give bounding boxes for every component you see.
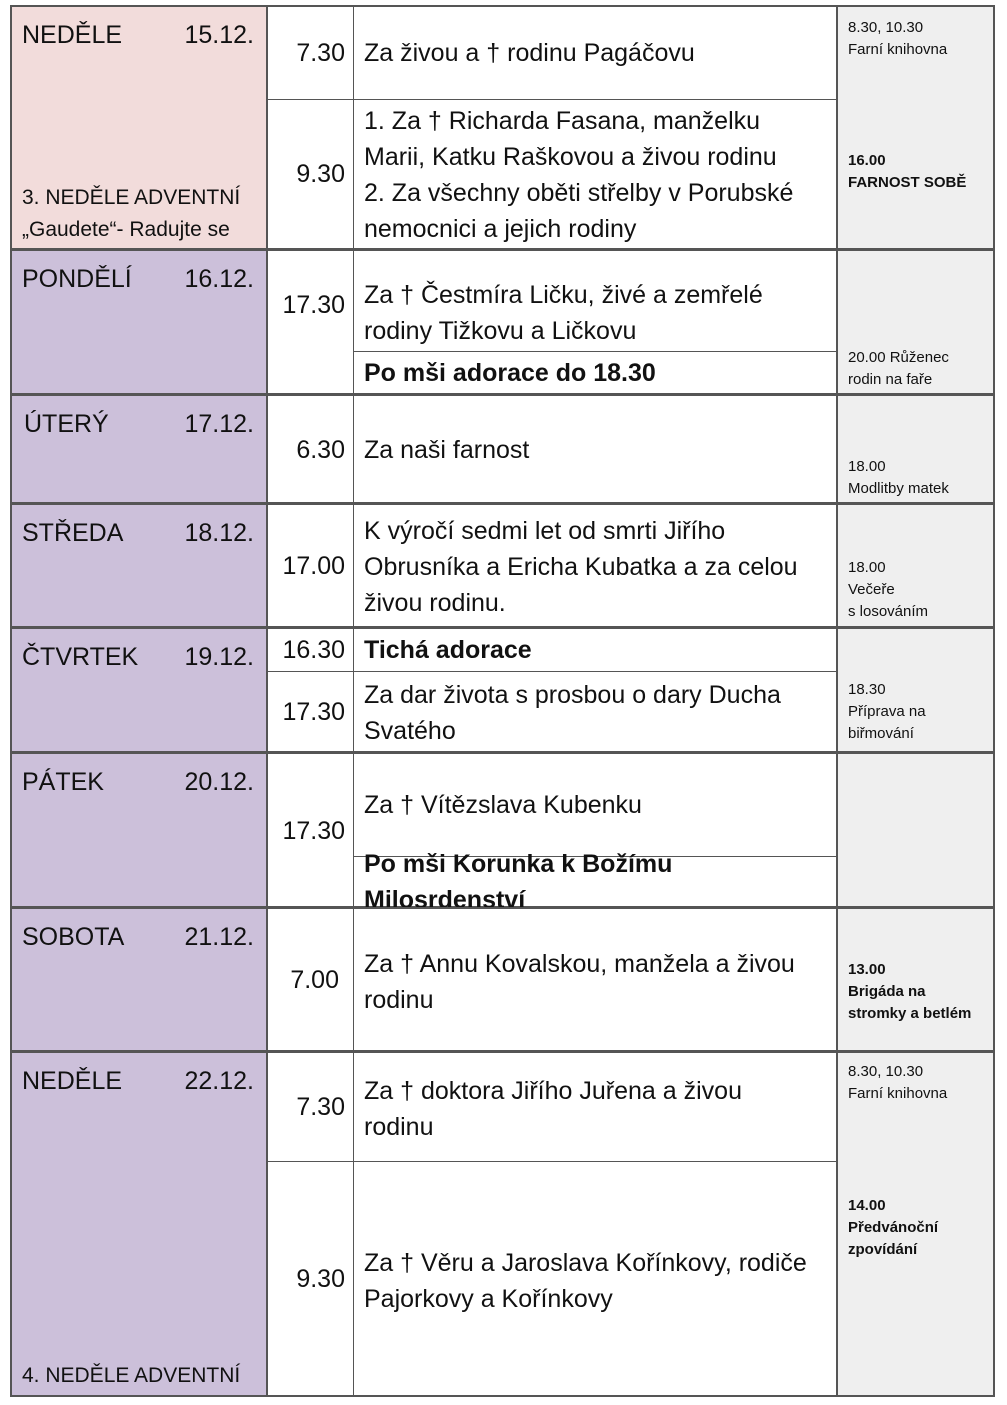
mass-time: 7.30 <box>268 7 354 99</box>
side-events: 8.30, 10.30 Farní knihovna 16.00 FARNOST SOBĚ <box>836 7 993 248</box>
mass-intention: Za † Čestmíra Ličku, živé a zemřelé rodiny Tižkovu a Ličkovu <box>364 281 763 345</box>
adoration-note: Po mši adorace do 18.30 <box>364 359 656 387</box>
side-events <box>836 754 993 906</box>
liturgical-subnote: „Gaudete“- Radujte se <box>22 218 230 241</box>
day-block-sunday-2212 <box>10 1051 995 1397</box>
side-events: 18.00 Modlitby matek <box>836 396 993 502</box>
day-cell <box>12 754 268 906</box>
mass-intention: Za † Věru a Jaroslava Kořínkovy, rodiče Pajorkovy a Kořínkovy <box>364 1249 807 1313</box>
mass-time: 16.30 <box>268 629 354 671</box>
day-name: SOBOTA <box>22 923 125 951</box>
side-events: 8.30, 10.30 Farní knihovna 14.00 Předvánoční zpovídání <box>836 1053 993 1395</box>
day-block-saturday <box>10 907 995 1052</box>
day-date: 22.12. <box>184 1067 254 1095</box>
day-block-tuesday <box>10 394 995 504</box>
mass-intention: Za † Annu Kovalskou, manžela a živou rodinu <box>364 950 795 1014</box>
mass-time: 7.30 <box>268 1053 354 1161</box>
chaplet-note: Po mši Korunka k Božímu Milosrdenství <box>364 850 673 914</box>
day-name: ČTVRTEK <box>22 643 139 671</box>
mass-time: 17.30 <box>268 671 354 753</box>
side-events: 18.30 Příprava na biřmování <box>836 629 993 751</box>
day-date: 20.12. <box>184 768 254 796</box>
mass-intention: Za dar života s prosbou o dary Ducha Svatého <box>364 681 781 745</box>
day-name: PONDĚLÍ <box>22 265 132 293</box>
day-cell <box>12 1053 268 1395</box>
day-name: NEDĚLE <box>22 21 123 49</box>
mass-time: 17.30 <box>268 251 354 395</box>
day-date: 16.12. <box>184 265 254 293</box>
mass-time: 7.00 <box>268 909 354 1052</box>
adoration-note: Tichá adorace <box>364 636 532 664</box>
liturgical-note: 4. NEDĚLE ADVENTNÍ <box>22 1364 241 1387</box>
day-date: 15.12. <box>184 21 254 49</box>
day-block-wednesday <box>10 503 995 628</box>
day-date: 19.12. <box>184 643 254 671</box>
mass-time: 9.30 <box>268 99 354 250</box>
mass-intention: 1. Za † Richarda Fasana, manželku Marii, Katku Raškovou a živou rodinu 2. Za všechny oběti střelby v Porubské nemocnici a jejich rodiny <box>364 107 794 243</box>
mass-time: 17.30 <box>268 754 354 908</box>
day-cell <box>12 629 268 751</box>
mass-time: 9.30 <box>268 1161 354 1397</box>
day-cell <box>12 7 268 248</box>
day-block-friday <box>10 752 995 914</box>
day-date: 18.12. <box>184 519 254 547</box>
day-cell <box>12 909 268 1050</box>
day-name: ÚTERÝ <box>24 410 109 438</box>
day-date: 21.12. <box>184 923 254 951</box>
mass-intention: Za naši farnost <box>364 436 530 464</box>
liturgical-note: 3. NEDĚLE ADVENTNÍ <box>22 186 241 209</box>
day-date: 17.12. <box>184 410 254 438</box>
mass-intention: Za † Vítězslava Kubenku <box>364 791 642 819</box>
day-block-thursday <box>10 627 995 753</box>
mass-intention: Za † doktora Jiřího Juřena a živou rodinu <box>364 1077 742 1141</box>
side-events: 13.00 Brigáda na stromky a betlém <box>836 909 993 1050</box>
day-block-monday <box>10 249 995 395</box>
day-cell <box>12 505 268 626</box>
side-events: 18.00 Večeře s losováním <box>836 505 993 626</box>
mass-intention: K výročí sedmi let od smrti Jiřího Obrusníka a Ericha Kubatka a za celou živou rodinu. <box>364 517 798 617</box>
day-name: PÁTEK <box>22 768 104 796</box>
day-name: STŘEDA <box>22 519 124 547</box>
mass-time: 17.00 <box>268 505 354 628</box>
intention-number: 2. <box>364 179 385 207</box>
day-cell <box>12 251 268 393</box>
day-block-sunday-1512 <box>10 5 995 250</box>
day-name: NEDĚLE <box>22 1067 123 1095</box>
side-events: 20.00 Růženec rodin na faře <box>836 251 993 393</box>
day-cell <box>12 396 268 502</box>
mass-time: 6.30 <box>268 396 354 504</box>
intention-number: 1. <box>364 107 385 135</box>
mass-intention: Za živou a † rodinu Pagáčovu <box>364 39 695 67</box>
